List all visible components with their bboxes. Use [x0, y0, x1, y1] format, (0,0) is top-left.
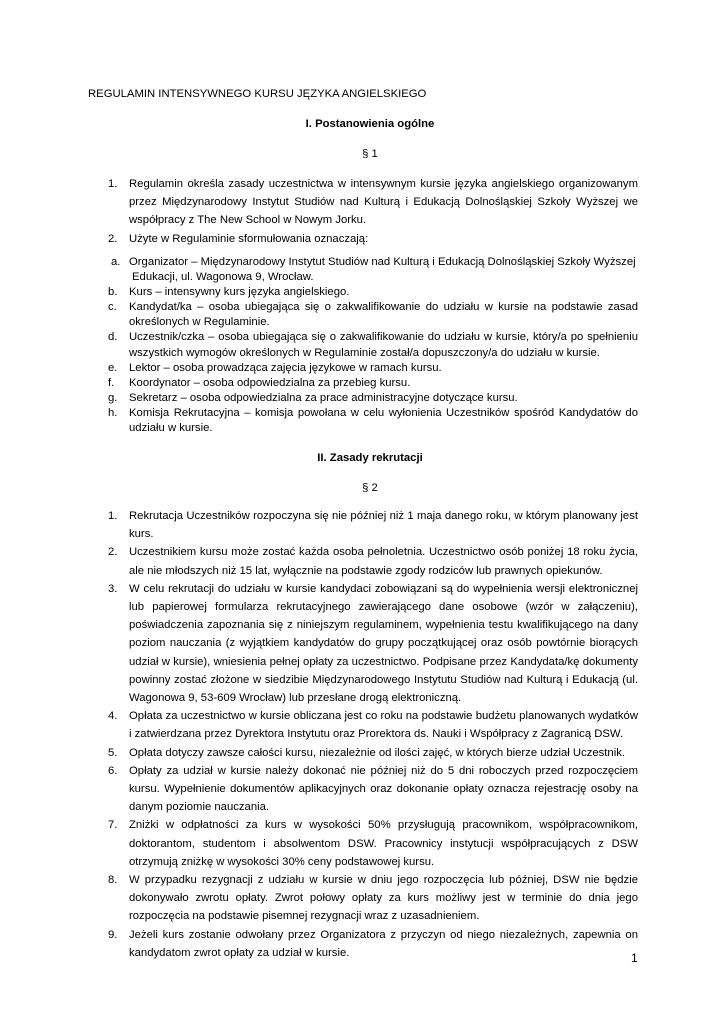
list-item: 3. W celu rekrutacji do udziału w kursie kandydaci zobowiązani są do wypełnienia wersji elektronicznej lub papierowej formularza rekrutacyjnego zawierającego dane osobowe (wzór w załączeniu), poświadczenia zapoznania się z niniejszym regulaminem, wypełnienia testu kwalifikującego na dany poziom nauczania (z wyjątkiem kandydatów do grupy początkującej oraz osób powtórnie biorących udział w kursie), wniesienia pełnej opłaty za uczestnictwo. Podpisane przez Kandydata/kę dokumenty powinny zostać złożone w siedzibie Międzynarodowego Instytutu Studiów nad Kulturą i Edukacją (ul. Wagonowa 9, 53-609 Wrocław) lub przesłane drogą elektroniczną.: [108, 582, 638, 705]
section-2-paragraph-mark: § 2: [362, 482, 378, 494]
definitions-list: [108, 255, 638, 436]
definition-item: b. Kurs – intensywny kurs języka angielskiego.: [108, 286, 350, 299]
definition-item: f. Koordynator – osoba odpowiedzialna za przebieg kursu.: [108, 376, 411, 389]
definition-item: h. Komisja Rekrutacyjna – komisja powołana w celu wyłonienia Uczestników spośród Kandydatów do udziału w kursie.: [108, 406, 638, 435]
section-1-paragraph-mark: § 1: [362, 148, 378, 160]
page-number: 1: [631, 951, 638, 965]
list-item: 2. Uczestnikiem kursu może zostać każda osoba pełnoletnia. Uczestnictwo osób poniżej 18 roku życia, ale nie młodszych niż 15 lat, wyłącznie na podstawie zgody rodziców lub prawnych opiekunów.: [108, 546, 638, 577]
list-item: 6. Opłaty za udział w kursie należy dokonać nie później niż do 5 dni roboczych przed rozpoczęciem kursu. Wypełnienie dokumentów aplikacyjnych oraz dokonanie opłaty oznacza rejestrację osoby na danym poziomie nauczania.: [108, 764, 638, 814]
definition-item: e. Lektor – osoba prowadząca zajęcia językowe w ramach kursu.: [108, 361, 442, 374]
list-item: 1. Regulamin określa zasady uczestnictwa w intensywnym kursie języka angielskiego organizowanym przez Międzynarodowy Instytut Studiów nad Kulturą i Edukacją Dolnośląskiej Szkoły Wyższej we współpracy z The New School w Nowym Jorku.: [108, 178, 638, 227]
definition-item: a. Organizator – Międzynarodowy Instytut Studiów nad Kulturą i Edukacją Dolnośląskiej Szkoły Wyższej Edukacji, ul. Wagonowa 9, Wrocław.: [111, 256, 636, 284]
document-title: REGULAMIN INTENSYWNEGO KURSU JĘZYKA ANGIELSKIEGO: [88, 88, 427, 100]
list-item: 5. Opłata dotyczy zawsze całości kursu, niezależnie od ilości zajęć, w których bierze udział Uczestnik.: [108, 746, 626, 759]
list-item: 4. Opłata za uczestnictwo w kursie obliczana jest co roku na podstawie budżetu planowanych wydatków i zatwierdzana przez Dyrektora Instytutu oraz Prorektora ds. Nauki i Współpracy z Zagranicą DSW.: [108, 710, 638, 741]
section-2-list: [108, 507, 638, 962]
list-item: 7. Zniżki w odpłatności za kurs w wysokości 50% przysługują pracownikom, współpracownikom, doktorantom, studentom i absolwentom DSW. Pracownicy instytucji współpracujących z DSW otrzymują zniżkę w wysokości 30% ceny podstawowej kursu.: [108, 819, 638, 868]
definition-item: c. Kandydat/ka – osoba ubiegająca się o zakwalifikowanie do udziału w kursie na podstawie zasad określonych w Regulaminie.: [108, 301, 638, 329]
section-2-heading: II. Zasady rekrutacji: [317, 452, 423, 464]
list-item: 9. Jeżeli kurs zostanie odwołany przez Organizatora z przyczyn od niego niezależnych, zapewnia on kandydatom zwrot opłaty za udział w kursie.: [108, 928, 638, 959]
list-item: 8. W przypadku rezygnacji z udziału w kursie w dniu jego rozpoczęcia lub później, DSW nie będzie dokonywało zwrotu opłaty. Zwrot połowy opłaty za kurs możliwy jest w terminie do dnia jego rozpoczęcia na podstawie pisemnej rezygnacji wraz z uzasadnieniem.: [108, 874, 638, 923]
definition-item: g. Sekretarz – osoba odpowiedzialna za prace administracyjne dotyczące kursu.: [108, 391, 518, 404]
section-1-list: [108, 175, 638, 248]
list-item: 2. Użyte w Regulaminie sformułowania oznaczają:: [108, 232, 369, 245]
section-1-heading: I. Postanowienia ogólne: [305, 118, 435, 130]
list-item: 1. Rekrutacja Uczestników rozpoczyna się nie później niż 1 maja danego roku, w którym planowany jest kurs.: [108, 510, 638, 541]
definition-item: d. Uczestnik/czka – osoba ubiegająca się o zakwalifikowanie do udziału w kursie, który/a po spełnieniu wszystkich wymogów określonych w Regulaminie został/a dopuszczony/a do udziału w kursie.: [108, 331, 638, 359]
